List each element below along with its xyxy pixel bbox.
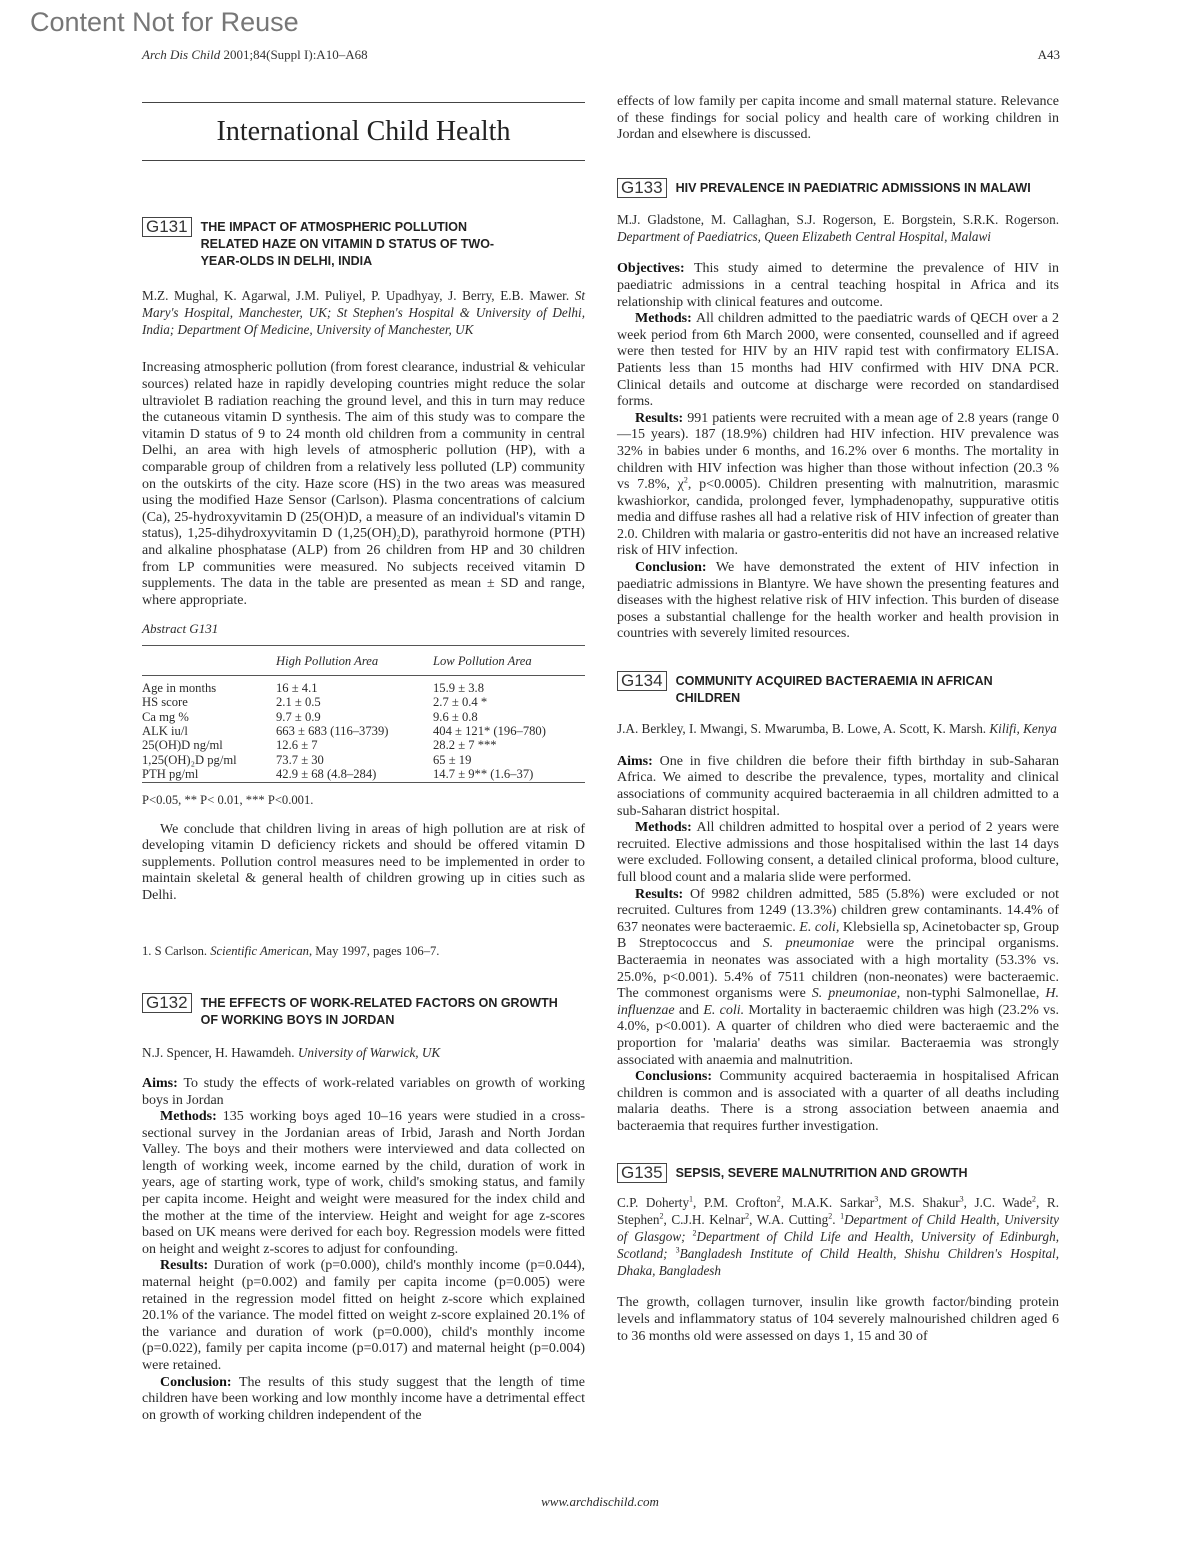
abstract-body (142, 1076, 585, 1424)
text-run: Mortality in bacteraemic children was high (23.2% vs. 4.0%, p<0.001). A quarter of children who died were bacteraemic and the proportion for 'malaria' deaths was similar. Bacteraemia was strongly associated with anaemia and malnutrition. (617, 1002, 1060, 1068)
text-run: We conclude that children living in areas of high pollution are at risk of developing vitamin D deficiency rickets and should be offered vitamin D supplements. Pollution control measures need to be implemented in order to maintain skeletal & general health of children growing up in cities such as Delhi. (142, 821, 585, 903)
abstract-body (617, 261, 1059, 643)
table-cell: 663 ± 683 (116–3739) (276, 723, 389, 738)
row-label: Age in months (142, 680, 217, 695)
abstract-code: G135 (617, 1163, 667, 1183)
table-cell: 2.7 ± 0.4 * (433, 695, 488, 710)
text-run: 3 (675, 1245, 680, 1255)
abstract-paragraph (142, 1375, 585, 1425)
paragraph-label: Conclusions: (635, 1069, 720, 1085)
table-header: Low Pollution Area (433, 654, 532, 669)
watermark: Content Not for Reuse (30, 7, 299, 37)
text-run: E. coli, (799, 919, 840, 935)
abstract-paragraph (617, 560, 1059, 643)
abstract-code: G132 (142, 993, 192, 1013)
table-header: High Pollution Area (276, 654, 379, 669)
abstract-paragraph (617, 887, 1059, 1070)
text-run: One in five children die before their fifth birthday in sub-Saharan Africa. We aimed to describe the prevalence, types, mortality and clinical associations of community acquired bacteraemia in all children admitted to a sub-Saharan district hospital. (617, 753, 1059, 819)
abstract-title: THE EFFECTS OF WORK-RELATED FACTORS ON GROWTH OF WORKING BOYS IN JORDAN (200, 996, 558, 1028)
table-cell: 65 ± 19 (433, 752, 472, 767)
paragraph-label: Conclusion: (635, 560, 716, 576)
paragraph-label: Aims: (142, 1075, 184, 1091)
table-row (142, 767, 585, 782)
abstract-paragraph (617, 1295, 1059, 1345)
text-run: , May 1997, pages 106–7. (308, 943, 440, 958)
row-label: HS score (142, 695, 188, 710)
table-cell: 16 ± 4.1 (276, 680, 318, 695)
text-run: J.A. Berkley, I. Mwangi, S. Mwarumba, B. Lowe, A. Scott, K. Marsh. (617, 721, 990, 737)
abstract-code: G133 (617, 178, 667, 198)
abstract-heading (617, 178, 1059, 198)
text-run: Community acquired bacteraemia in hospitalised African children is common and is associated with a quarter of all deaths including malaria deaths. There is a strong association between anaemia and bacteraemia that requires further investigation. (617, 1069, 1059, 1134)
journal-name: Arch Dis Child (142, 47, 221, 62)
text-run: University of Warwick, UK (297, 1045, 441, 1061)
text-run: effects of low family per capita income and small maternal stature. Relevance of these findings for social policy and health care of working children in Jordan and elsewhere is discussed. (617, 94, 1059, 143)
text-run: All children admitted to hospital over a period of 2 years were recruited. Elective admissions and those hospitalised within the last 14 days were excluded. Following consent, a detailed clinical proforma, blood culture, full blood count and a malaria slide were performed. (617, 820, 1059, 885)
text-run: S. pneumoniae (811, 986, 897, 1002)
text-run: S. pneumoniae (762, 936, 855, 952)
divider (142, 160, 585, 161)
row-label: Ca mg % (142, 709, 189, 724)
abstract-body (617, 1295, 1059, 1345)
text-run: Kilifi, Kenya (989, 721, 1057, 737)
row-label: 1,25(OH)₂D pg/ml (142, 752, 237, 767)
table-row (142, 724, 585, 738)
text-run: , W.A. Cutting (749, 1212, 829, 1228)
data-table (142, 645, 585, 786)
abstract-continuation (617, 94, 1059, 144)
paragraph-label: Results: (635, 886, 691, 902)
abstract-paragraph (142, 1076, 585, 1109)
abstract-title: HIV PREVALENCE IN PAEDIATRIC ADMISSIONS IN MALAWI (675, 180, 1031, 195)
text-run: H. influenzae (617, 986, 1059, 1018)
text-run: Scientific American (210, 943, 309, 958)
text-run: 2 (776, 1195, 781, 1205)
paragraph-label: Aims: (617, 753, 660, 769)
text-run: , p<0.0005). Children presenting with malnutrition, marasmic kwashiorkor, candida, prolonged fever, lymphadenopathy, suppurative otitis media and diffuse rashes all had a relative risk of HIV infection of greater than 2.0. Children with malaria or gastro-enteritis did not have an increased relative risk of HIV infection. (617, 477, 1059, 559)
abstract-title: SEPSIS, SEVERE MALNUTRITION AND GROWTH (675, 1166, 968, 1181)
text-run: Of 9982 children admitted, 585 (5.8%) were excluded or not recruited. Cultures from 1249 (13.3%) children grew contaminants. 14.4% of 637 neonates were bacteraemic. (617, 886, 1059, 935)
text-run: Bangladesh Institute of Child Health, Shishu Children's Hospital, Dhaka, Bangladesh (617, 1245, 1060, 1278)
text-run: 2 (683, 475, 688, 485)
table-cell: 15.9 ± 3.8 (433, 680, 484, 695)
abstract-paragraph (617, 411, 1059, 560)
abstract-paragraph (617, 311, 1059, 411)
right-column (617, 94, 1059, 1345)
paragraph-label: Results: (160, 1258, 214, 1274)
paragraph-label: Results: (635, 410, 688, 426)
abstract-authors (142, 288, 585, 338)
divider (142, 102, 585, 103)
abstract-body (617, 754, 1059, 1136)
abstract-paragraph (617, 261, 1059, 311)
table-header-row (142, 646, 585, 675)
text-run: St Mary's Hospital, Manchester, UK; St Stephen's Hospital & University of Delhi, India; Department Of Medicine, University of Manchester, UK (142, 288, 585, 337)
table-footnote: P<0.05, ** P< 0.01, *** P<0.001. (142, 792, 314, 807)
text-run: E. coli. (703, 1002, 745, 1018)
left-column (142, 102, 585, 1424)
text-run: , non-typhi Salmonellae, (896, 986, 1046, 1002)
footer-url: www.archdischild.com (541, 1494, 659, 1509)
table-header (142, 646, 276, 675)
abstract-authors (617, 1195, 1059, 1279)
table-cell: 42.9 ± 68 (4.8–284) (276, 767, 377, 782)
text-run: , M.A.K. Sarkar (780, 1195, 875, 1211)
abstract-paragraph (617, 1069, 1059, 1135)
table-caption: Abstract G131 (142, 621, 219, 637)
table-row (142, 695, 585, 709)
text-run: and (674, 1002, 704, 1018)
abstract-title: COMMUNITY ACQUIRED BACTERAEMIA IN AFRICAN CHILDREN (675, 674, 993, 706)
table-cell: 404 ± 121* (196–780) (433, 723, 546, 738)
text-run: 2 (745, 1211, 750, 1221)
citation-details: 2001;84(Suppl I):A10–A68 (220, 47, 368, 62)
text-run: 3 (874, 1195, 879, 1205)
table-cell: 2.1 ± 0.5 (276, 695, 321, 710)
page-number: A43 (1037, 47, 1060, 62)
paragraph-label: Methods: (160, 1109, 223, 1125)
text-run: 2 (692, 1228, 697, 1238)
abstract-heading (142, 217, 585, 270)
text-run: . (832, 1212, 841, 1228)
text-run: 2 (396, 534, 401, 544)
text-run: N.J. Spencer, H. Hawamdeh. (142, 1045, 298, 1061)
text-run: The growth, collagen turnover, insulin like growth factor/binding protein levels and inflammatory status of 104 severely malnourished children aged 6 to 36 months old were assessed on days 1, 15 and 30 of (617, 1295, 1059, 1344)
text-run: Increasing atmospheric pollution (from forest clearance, industrial & vehicular sources) related haze in rapidly developing countries might reduce the solar ultraviolet B radiation reaching the ground level, and this in turn may reduce the cutaneous vitamin D synthesis. The aim of this study was to compare the vitamin D status of 9 to 24 month old children from a community in central Delhi, an area with high levels of atmospheric pollution (HP), with a comparable group of children from a relatively less polluted (LP) community on the outskirts of the city. Haze score (HS) in the two areas was measured using the modified Haze Sensor (Carlson). Plasma concentrations of calcium (Ca), 25-hydroxyvitamin D (25(OH)D, a measure of an individual's vitamin D status), 1,25-dihydroxyvitamin D (1,25(OH) (142, 360, 585, 542)
table-cell: 12.6 ± 7 (276, 738, 318, 753)
paragraph-label: Conclusion: (160, 1374, 239, 1390)
text-run: , P.M. Crofton (693, 1195, 777, 1211)
text-run: Klebsiella sp, Acinetobacter sp, Group B Streptococcus and (617, 919, 1060, 952)
abstract-authors (617, 212, 1059, 246)
abstract-title: THE IMPACT OF ATMOSPHERIC POLLUTION RELATED HAZE ON VITAMIN D STATUS OF TWO-YEAR-OLDS IN DELHI, INDIA (200, 220, 495, 268)
section-title: International Child Health (216, 116, 511, 147)
text-run: This study aimed to determine the prevalence of HIV in paediatric admissions in a central teaching hospital in Africa and its relationship with clinical features and outcome. (617, 261, 1059, 310)
text-run: 1. S Carlson. (142, 943, 211, 958)
text-run: , J.C. Wade (963, 1195, 1033, 1211)
abstract-paragraph (142, 822, 585, 905)
text-run: , M.S. Shakur (878, 1195, 960, 1211)
text-run: 3 (959, 1195, 964, 1205)
paragraph-label: Methods: (635, 820, 697, 836)
text-run: , R. Stephen (617, 1195, 1059, 1228)
abstract-heading (617, 671, 1059, 707)
abstract-paragraph (617, 754, 1059, 820)
text-run: We have demonstrated the extent of HIV infection in paediatric admissions in Blantyre. We have shown the presenting features and diseases with the highest relative risk of HIV infection. This burden of disease poses a substantial challenge for the health worker and health provision in countries with severely limited resources. (617, 560, 1060, 642)
row-label: 25(OH)D ng/ml (142, 738, 223, 753)
text-run: To study the effects of work-related variables on growth of working boys in Jordan (142, 1075, 585, 1108)
text-run: , C.J.H. Kelnar (663, 1212, 746, 1228)
text-run: Department of Paediatrics, Queen Elizabeth Central Hospital, Malawi (617, 228, 991, 244)
text-run: Duration of work (p=0.000), child's monthly income (p=0.044), maternal height (p=0.002) and family per capita income (p=0.005) were retained in the regression model fitted on height z-score which explained 20.1% of the variance. The model fitted on weight z-score explained 20.1% of the variance and duration of work (p=0.000), child's monthly income (p=0.022), family per capita income (p=0.017) and maternal height (p=0.004) were retained. (142, 1258, 585, 1373)
text-run: 2 (659, 1211, 664, 1221)
table-row (142, 738, 585, 752)
text-run: M.J. Gladstone, M. Callaghan, S.J. Rogerson, E. Borgstein, S.R.K. Rogerson. (617, 211, 1059, 227)
text-run: All children admitted to the paediatric wards of QECH over a 2 week period from 6th March 2000, were consented, counselled and if agreed were then tested for HIV by an HIV rapid test with confirmatory ELISA. Patients less than 15 months had HIV confirmed with HIV DNA PCR. Clinical details and outcome at discharge were recorded on standardised forms. (617, 311, 1059, 410)
abstract-authors (617, 721, 1059, 738)
text-run: 1 (840, 1211, 845, 1221)
paragraph-label: Objectives: (617, 261, 694, 277)
abstract-paragraph (142, 1258, 585, 1374)
text-run: 2 (1032, 1195, 1037, 1205)
text-run: C.P. Doherty (617, 1195, 690, 1211)
abstract-paragraph (142, 360, 585, 609)
text-run: 135 working boys aged 10–16 years were studied in a cross-sectional survey in the Jordanian areas of Irbid, Jarash and North Jordan Valley. The boys and their mothers were interviewed and data collected on length of working week, income earned by the child, duration of work in years, age of starting work, type of work, child's smoking status, and family per capita income. Height and weight were measured for the index child and the mother at the time of the interview. Height and weight for age z-scores based on UK means were derived for each boy. Regression models were fitted on height and weight z-scores to adjust for confounding. (142, 1109, 585, 1257)
abstract-authors (142, 1045, 585, 1062)
abstract-heading (617, 1163, 1059, 1183)
text-run: D), parathyroid hormone (PTH) and alkaline phosphatase (ALP) from 26 children from HP and 30 children from LP communities were measured. No subjects received vitamin D supplements. The data in the table are presented as mean ± SD and range, where appropriate. (142, 526, 586, 608)
text-run: 2 (828, 1211, 833, 1221)
abstract-paragraph (617, 820, 1059, 886)
row-label: ALK iu/l (142, 723, 188, 738)
text-run: Department of Child Life and Health, University of Edinburgh, Scotland; (617, 1229, 1059, 1261)
abstract-paragraph (142, 1109, 585, 1258)
table-cell: 28.2 ± 7 *** (433, 738, 497, 753)
table-cell: 73.7 ± 30 (276, 752, 324, 767)
reference (142, 943, 585, 960)
table-row (142, 675, 585, 695)
journal-citation (142, 47, 368, 63)
row-label: PTH pg/ml (142, 767, 199, 782)
table-cell: 14.7 ± 9** (1.6–37) (433, 767, 534, 782)
abstract-heading (142, 993, 585, 1029)
text-run: The results of this study suggest that the length of time children have been working and low monthly income have a detrimental effect on growth of working children independent of the (142, 1374, 585, 1423)
abstract-code: G131 (142, 217, 192, 237)
text-run: M.Z. Mughal, K. Agarwal, J.M. Puliyel, P. Upadhyay, J. Berry, E.B. Mawer. (142, 288, 575, 303)
table-row (142, 753, 585, 767)
text-run: were the principal organisms. Bacteraemia in neonates was associated with a high mortality (53.3% vs. 25.0%, p<0.001). 5.4% of 7511 children (non-neonates) were bacteraemic. The commonest organisms were (617, 936, 1059, 1002)
text-run: 991 patients were recruited with a mean age of 2.8 years (range 0—15 years). 187 (18.9%) children had HIV infection. HIV prevalence was 32% in babies under 6 months, and 16.2% over 6 months. The mortality in children with HIV infection was higher than those without infection (20.3 % vs 7.8%, χ (617, 410, 1059, 493)
table-cell: 9.6 ± 0.8 (433, 709, 478, 724)
abstract-code: G134 (617, 671, 667, 691)
text-run: 1 (689, 1195, 694, 1205)
table-row (142, 710, 585, 724)
text-run: Department of Child Health, University of Glasgow; (617, 1212, 1060, 1245)
table-cell: 9.7 ± 0.9 (276, 709, 321, 724)
paragraph-label: Methods: (635, 311, 696, 327)
